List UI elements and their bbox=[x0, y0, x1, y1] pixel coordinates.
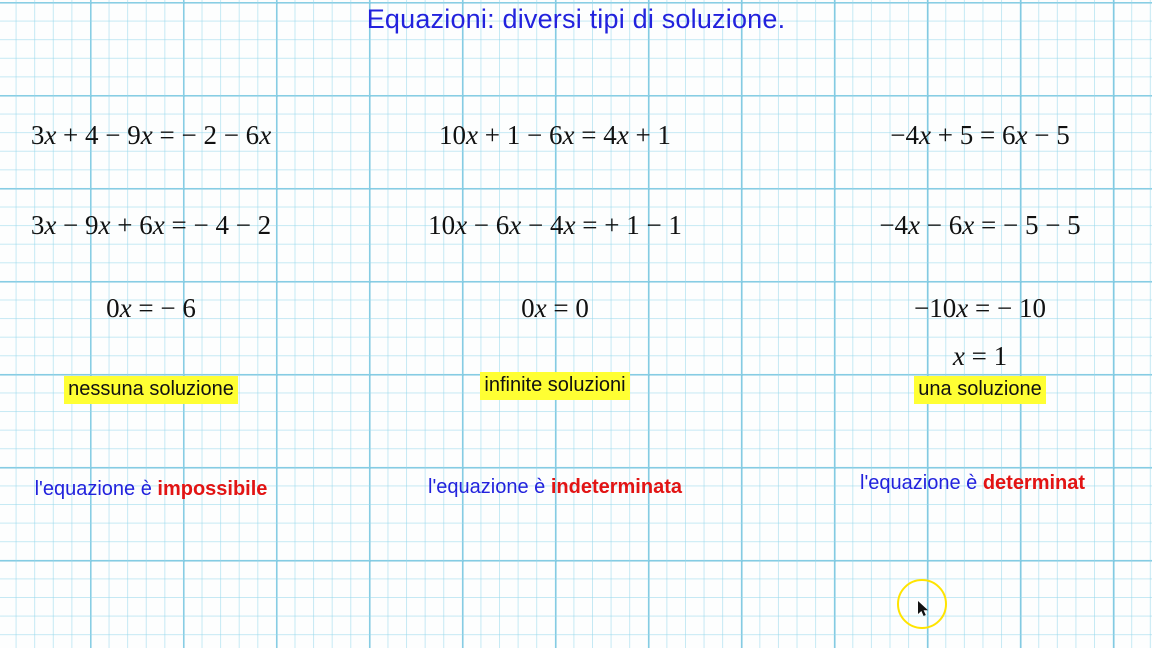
statement-keyword: impossibile bbox=[157, 478, 268, 500]
solution-count-badge: infinite soluzioni bbox=[480, 372, 629, 400]
statement-prefix: l'equazione è bbox=[428, 476, 551, 498]
solution-count-badge: una soluzione bbox=[914, 376, 1045, 404]
conclusion-statement bbox=[860, 472, 1152, 495]
equation-step: −4x + 5 = 6x − 5 bbox=[890, 120, 1070, 150]
statement-prefix: l'equazione è bbox=[34, 478, 158, 500]
equation-step: 10x + 1 − 6x = 4x + 1 bbox=[439, 120, 671, 150]
equation-step: 10x − 6x − 4x = + 1 − 1 bbox=[428, 210, 682, 240]
highlight-wrapper bbox=[380, 372, 730, 400]
highlight-wrapper bbox=[800, 376, 1152, 404]
equation-step: −10x = − 10 bbox=[914, 293, 1046, 323]
equation-step: 0x = 0 bbox=[521, 293, 589, 323]
equation-step: x = 1 bbox=[952, 341, 1008, 371]
highlight-wrapper bbox=[0, 376, 316, 404]
equation-step: 0x = − 6 bbox=[106, 293, 196, 323]
mouse-pointer-icon bbox=[918, 601, 930, 617]
equation-step: −4x − 6x = − 5 − 5 bbox=[879, 210, 1081, 240]
statement-keyword: indeterminata bbox=[550, 476, 682, 498]
statement-prefix: l'equazione è bbox=[860, 472, 983, 494]
page-title: Equazioni: diversi tipi di soluzione. bbox=[366, 4, 786, 34]
statement-keyword: determinat bbox=[982, 472, 1086, 494]
solution-count-badge: nessuna soluzione bbox=[64, 376, 238, 404]
equation-step: 3x + 4 − 9x = − 2 − 6x bbox=[30, 120, 272, 150]
conclusion-statement bbox=[380, 476, 730, 499]
equation-step: 3x − 9x + 6x = − 4 − 2 bbox=[30, 210, 272, 240]
conclusion-statement bbox=[0, 478, 316, 501]
